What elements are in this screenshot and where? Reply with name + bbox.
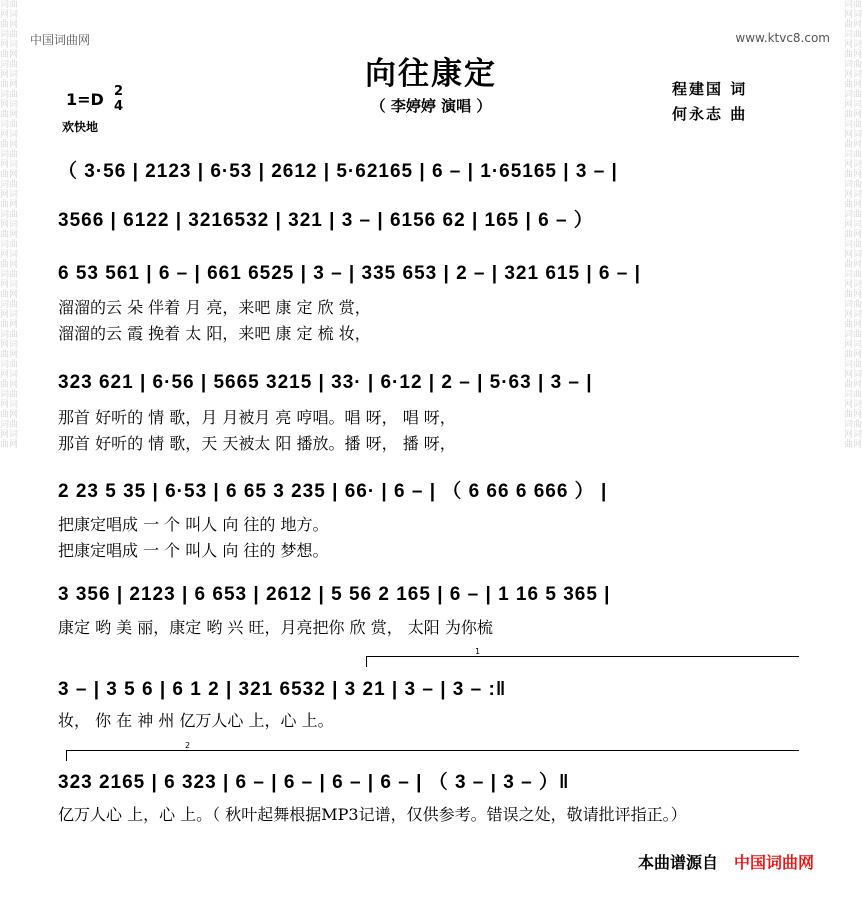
right-watermark: 词曲网词曲网词曲网词曲网词曲网词曲网词曲网词曲网词曲网词曲网词曲网词曲网词曲网词曲网词曲网词曲网词曲网词曲网词曲网词曲网词曲网词曲网词曲网词曲网词曲网词曲网词曲网词曲网词曲网词曲网 bbox=[844, 0, 862, 450]
first-ending-bracket bbox=[366, 647, 799, 667]
time-signature bbox=[114, 84, 123, 114]
footer-label: 本曲谱源自 bbox=[638, 853, 719, 872]
score-row: 323 2165 | 6 323 | 6 – | 6 – | 6 – | 6 – | （ 3 – | 3 – ）‖ bbox=[58, 772, 570, 793]
composer-credit: 何永志 曲 bbox=[672, 105, 748, 123]
tempo-marking: 欢快地 bbox=[62, 120, 99, 134]
site-name-left: 中国词曲网 bbox=[30, 33, 91, 47]
score-row: 323 621 | 6·56 | 5665 3215 | 33· | 6·12 | 2 – | 5·63 | 3 – | bbox=[58, 372, 593, 393]
lyric-line: 那首 好听的 情 歌，月 月被月 亮 哼唱。唱 呀， 唱 呀， bbox=[58, 408, 456, 427]
left-watermark: 词曲网词曲网词曲网词曲网词曲网词曲网词曲网词曲网词曲网词曲网词曲网词曲网词曲网词曲网词曲网词曲网词曲网词曲网词曲网词曲网词曲网词曲网词曲网词曲网词曲网词曲网词曲网词曲网词曲网词曲网 bbox=[0, 0, 18, 450]
key-signature: 1=D bbox=[66, 90, 104, 109]
lyricist-credit: 程建国 词 bbox=[672, 80, 748, 98]
volta-label-1: 1 bbox=[475, 647, 481, 656]
lyric-line: 把康定唱成 一 个 叫人 向 往的 梦想。 bbox=[58, 541, 329, 560]
time-top: 2 bbox=[114, 84, 124, 99]
lyric-line: 溜溜的云 朵 伴着 月 亮，来吧 康 定 欣 赏， bbox=[58, 298, 371, 317]
lyric-line: 亿万人心 上，心 上。（ 秋叶起舞根据MP3记谱，仅供参考。错误之处，敬请批评指正。） bbox=[58, 805, 687, 824]
singer-line: （ 李婷婷 演唱 ） bbox=[370, 97, 492, 115]
lyric-line: 妆， 你 在 神 州 亿万人心 上，心 上。 bbox=[58, 711, 334, 730]
site-url-right: www.ktvc8.com bbox=[735, 31, 830, 45]
footer-source bbox=[638, 850, 814, 873]
score-row: （ 3·56 | 2123 | 6·53 | 2612 | 5·62165 | 6 – | 1·65165 | 3 – | bbox=[58, 161, 618, 182]
score-row: 6 53 561 | 6 – | 661 6525 | 3 – | 335 653 | 2 – | 321 615 | 6 – | bbox=[58, 263, 641, 284]
score-row: 3566 | 6122 | 3216532 | 321 | 3 – | 6156 62 | 165 | 6 – ） bbox=[58, 210, 594, 231]
score-row: 3 – | 3 5 6 | 6 1 2 | 321 6532 | 3 21 | 3 – | 3 – :‖ bbox=[58, 679, 507, 700]
time-bottom: 4 bbox=[114, 99, 124, 114]
lyric-line: 把康定唱成 一 个 叫人 向 往的 地方。 bbox=[58, 515, 329, 534]
score-row: 3 356 | 2123 | 6 653 | 2612 | 5 56 2 165 | 6 – | 1 16 5 365 | bbox=[58, 584, 611, 605]
song-title: 向往康定 bbox=[365, 56, 497, 92]
lyric-line: 溜溜的云 霞 挽着 太 阳，来吧 康 定 梳 妆， bbox=[58, 324, 371, 343]
lyric-line: 那首 好听的 情 歌，天 天被太 阳 播放。播 呀， 播 呀， bbox=[58, 434, 456, 453]
second-ending-bracket bbox=[66, 741, 799, 761]
volta-label-2: 2 bbox=[185, 741, 191, 750]
score-row: 2 23 5 35 | 6·53 | 6 65 3 235 | 66· | 6 – | （ 6 66 6 666 ） | bbox=[58, 481, 608, 502]
footer-source-link[interactable]: 中国词曲网 bbox=[734, 853, 815, 872]
lyric-line: 康定 哟 美 丽，康定 哟 兴 旺，月亮把你 欣 赏， 太阳 为你梳 bbox=[58, 618, 493, 637]
